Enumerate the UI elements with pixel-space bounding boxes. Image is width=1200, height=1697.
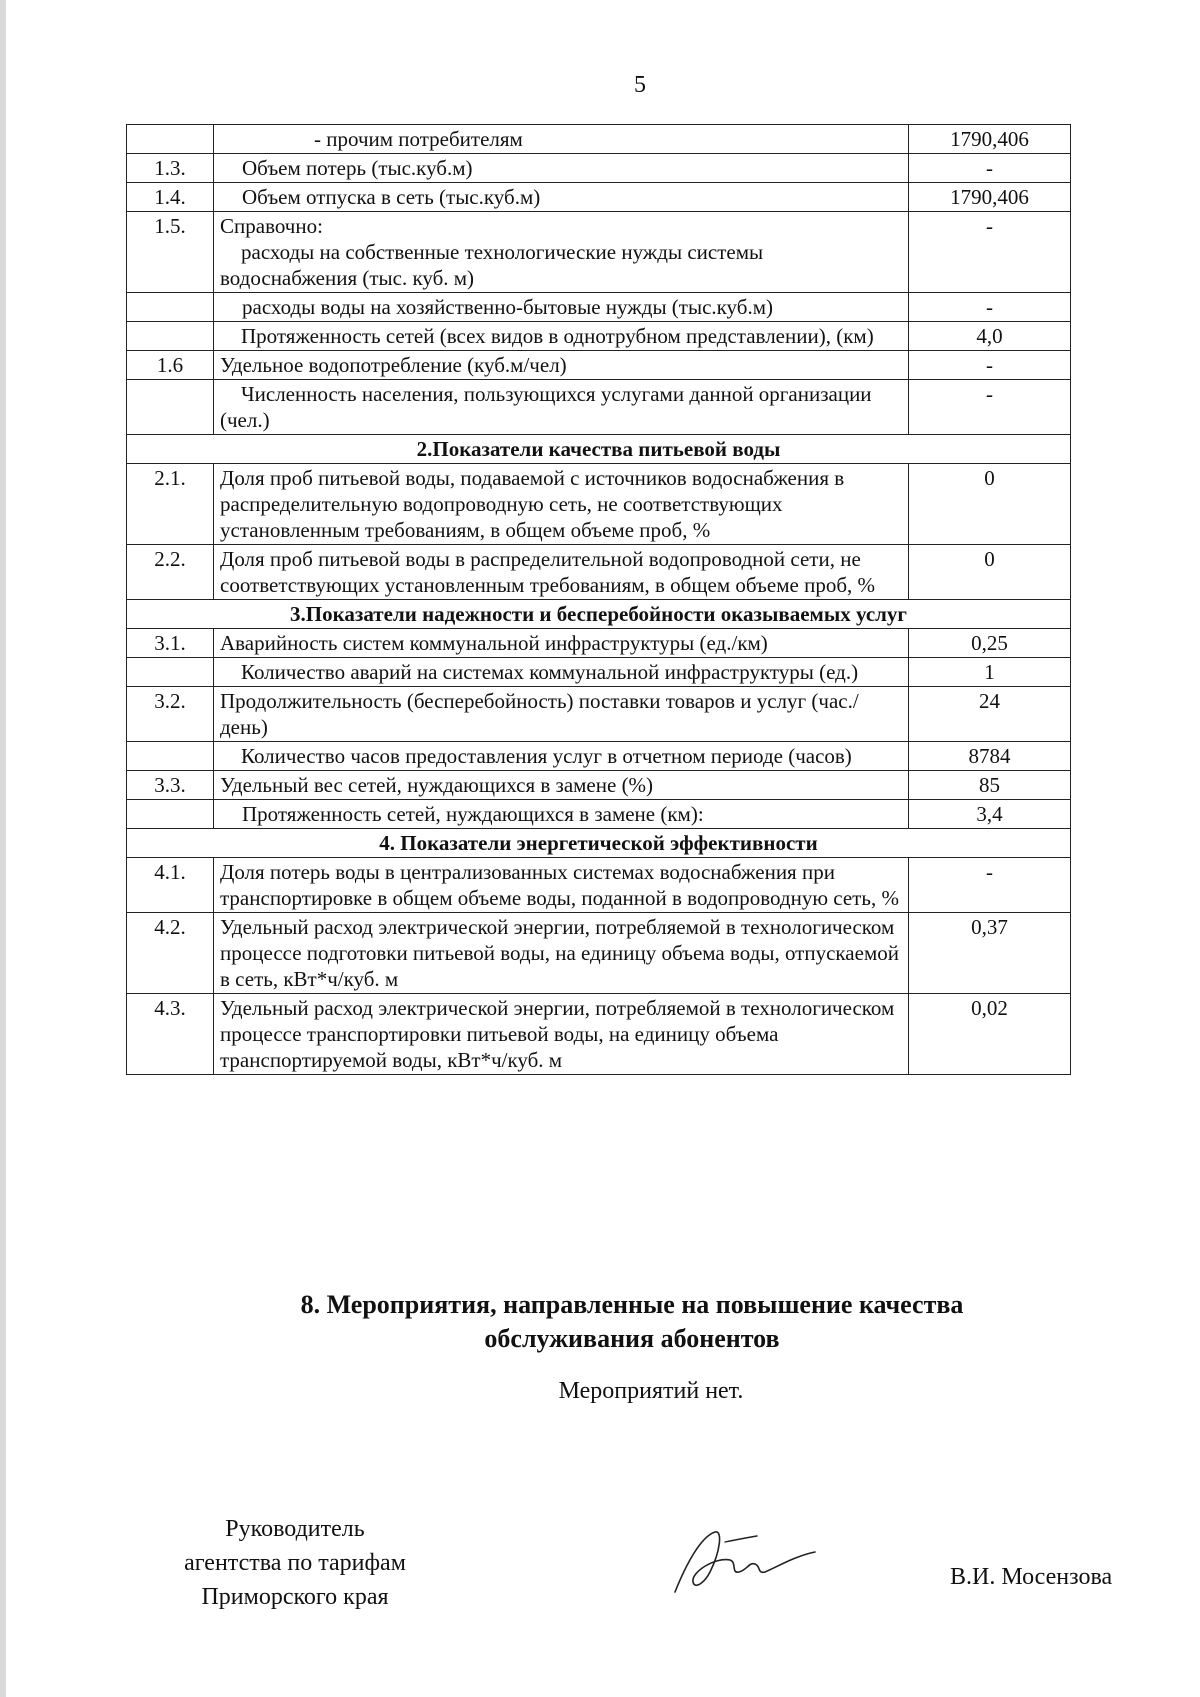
- section-header-row: [127, 435, 1071, 464]
- indicator-value: -: [909, 380, 1071, 435]
- row-number: 1.5.: [127, 212, 214, 293]
- row-number: 3.2.: [127, 687, 214, 742]
- indicator-value: -: [909, 858, 1071, 913]
- signer-title-line3: Приморского края: [201, 1584, 389, 1610]
- row-number: 2.2.: [127, 545, 214, 600]
- indicator-name: Справочно: расходы на собственные технологические нужды системы водоснабжения (тыс. куб. м): [214, 212, 909, 293]
- row-number: [127, 658, 214, 687]
- indicators-table-wrap: [126, 124, 1070, 1075]
- indicator-name: Удельный вес сетей, нуждающихся в замене (%): [214, 771, 909, 800]
- indicator-value: 4,0: [909, 322, 1071, 351]
- indicator-name: Количество часов предоставления услуг в отчетном периоде (часов): [214, 742, 909, 771]
- row-number: [127, 125, 214, 154]
- indicator-value: 0,02: [909, 994, 1071, 1075]
- indicator-name: - прочим потребителям: [214, 125, 909, 154]
- indicators-table-body: [127, 125, 1071, 1075]
- table-row: [127, 742, 1071, 771]
- row-number: 3.3.: [127, 771, 214, 800]
- indicator-name: Доля проб питьевой воды, подаваемой с источников водоснабжения в распределительную водопроводную сеть, не соответствующих установленным требованиям, в общем объеме проб, %: [214, 464, 909, 545]
- row-number: 3.1.: [127, 629, 214, 658]
- table-row: [127, 913, 1071, 994]
- signer-name: В.И. Мосензова: [950, 1564, 1113, 1590]
- page-number: 5: [634, 72, 646, 98]
- indicator-name: Удельный расход электрической энергии, потребляемой в технологическом процессе подготовки питьевой воды, на единицу объема воды, отпускаемой в сеть, кВт*ч/куб. м: [214, 913, 909, 994]
- indicator-name: Объем потерь (тыс.куб.м): [214, 154, 909, 183]
- table-row: [127, 351, 1071, 380]
- indicator-value: 3,4: [909, 800, 1071, 829]
- indicator-name: Протяженность сетей, нуждающихся в замене (км):: [214, 800, 909, 829]
- indicator-value: 8784: [909, 742, 1071, 771]
- indicator-name: расходы воды на хозяйственно-бытовые нужды (тыс.куб.м): [214, 293, 909, 322]
- table-row: [127, 800, 1071, 829]
- row-number: [127, 742, 214, 771]
- section-8-heading-line2: обслуживания абонентов: [484, 1324, 780, 1353]
- table-row: [127, 154, 1071, 183]
- indicator-name: Численность населения, пользующихся услугами данной организации (чел.): [214, 380, 909, 435]
- table-row: [127, 687, 1071, 742]
- indicator-value: 24: [909, 687, 1071, 742]
- section-header-row: [127, 600, 1071, 629]
- row-number: 1.6: [127, 351, 214, 380]
- indicator-value: 0,37: [909, 913, 1071, 994]
- handwritten-signature: [665, 1512, 825, 1602]
- row-number: 4.3.: [127, 994, 214, 1075]
- row-number: [127, 800, 214, 829]
- section-8-heading: [126, 1288, 1138, 1356]
- signer-title: [140, 1512, 450, 1614]
- indicator-value: -: [909, 212, 1071, 293]
- indicator-name: Доля потерь воды в централизованных системах водоснабжения при транспортировке в общем объеме воды, поданной в водопроводную сеть, %: [214, 858, 909, 913]
- indicator-value: -: [909, 351, 1071, 380]
- indicator-value: 1790,406: [909, 125, 1071, 154]
- table-row: [127, 183, 1071, 212]
- indicator-name: Удельное водопотребление (куб.м/чел): [214, 351, 909, 380]
- indicator-name: Доля проб питьевой воды в распределительной водопроводной сети, не соответствующих установленным требованиям, в общем объеме проб, %: [214, 545, 909, 600]
- table-row: [127, 125, 1071, 154]
- row-number: 4.1.: [127, 858, 214, 913]
- indicator-value: -: [909, 293, 1071, 322]
- indicator-name: Объем отпуска в сеть (тыс.куб.м): [214, 183, 909, 212]
- table-row: [127, 994, 1071, 1075]
- indicator-value: 1: [909, 658, 1071, 687]
- indicators-table: [126, 124, 1071, 1075]
- row-number: 1.3.: [127, 154, 214, 183]
- row-number: [127, 380, 214, 435]
- table-row: [127, 858, 1071, 913]
- table-row: [127, 380, 1071, 435]
- section-8-heading-line1: 8. Мероприятия, направленные на повышение качества: [300, 1290, 964, 1319]
- indicator-name: Протяженность сетей (всех видов в однотрубном представлении), (км): [214, 322, 909, 351]
- row-number: [127, 293, 214, 322]
- indicator-value: 1790,406: [909, 183, 1071, 212]
- table-row: [127, 629, 1071, 658]
- signer-title-line1: Руководитель: [225, 1516, 365, 1542]
- indicator-name: Аварийность систем коммунальной инфраструктуры (ед./км): [214, 629, 909, 658]
- section-header: 3.Показатели надежности и бесперебойности оказываемых услуг: [127, 600, 1071, 629]
- section-8-note: Мероприятий нет.: [558, 1378, 744, 1404]
- table-row: [127, 464, 1071, 545]
- indicator-name: Продолжительность (бесперебойность) поставки товаров и услуг (час./день): [214, 687, 909, 742]
- signer-title-line2: агентства по тарифам: [184, 1550, 406, 1576]
- indicator-value: 85: [909, 771, 1071, 800]
- indicator-value: 0: [909, 464, 1071, 545]
- table-row: [127, 771, 1071, 800]
- indicator-value: -: [909, 154, 1071, 183]
- table-row: [127, 322, 1071, 351]
- section-header: 2.Показатели качества питьевой воды: [127, 435, 1071, 464]
- section-header: 4. Показатели энергетической эффективности: [127, 829, 1071, 858]
- table-row: [127, 212, 1071, 293]
- section-header-row: [127, 829, 1071, 858]
- row-number: [127, 322, 214, 351]
- indicator-name: Количество аварий на системах коммунальной инфраструктуры (ед.): [214, 658, 909, 687]
- table-row: [127, 658, 1071, 687]
- row-number: 2.1.: [127, 464, 214, 545]
- indicator-value: 0: [909, 545, 1071, 600]
- row-number: 4.2.: [127, 913, 214, 994]
- page-edge: [0, 0, 6, 1697]
- table-row: [127, 293, 1071, 322]
- indicator-name: Удельный расход электрической энергии, потребляемой в технологическом процессе транспортировки питьевой воды, на единицу объема транспортируемой воды, кВт*ч/куб. м: [214, 994, 909, 1075]
- row-number: 1.4.: [127, 183, 214, 212]
- indicator-value: 0,25: [909, 629, 1071, 658]
- table-row: [127, 545, 1071, 600]
